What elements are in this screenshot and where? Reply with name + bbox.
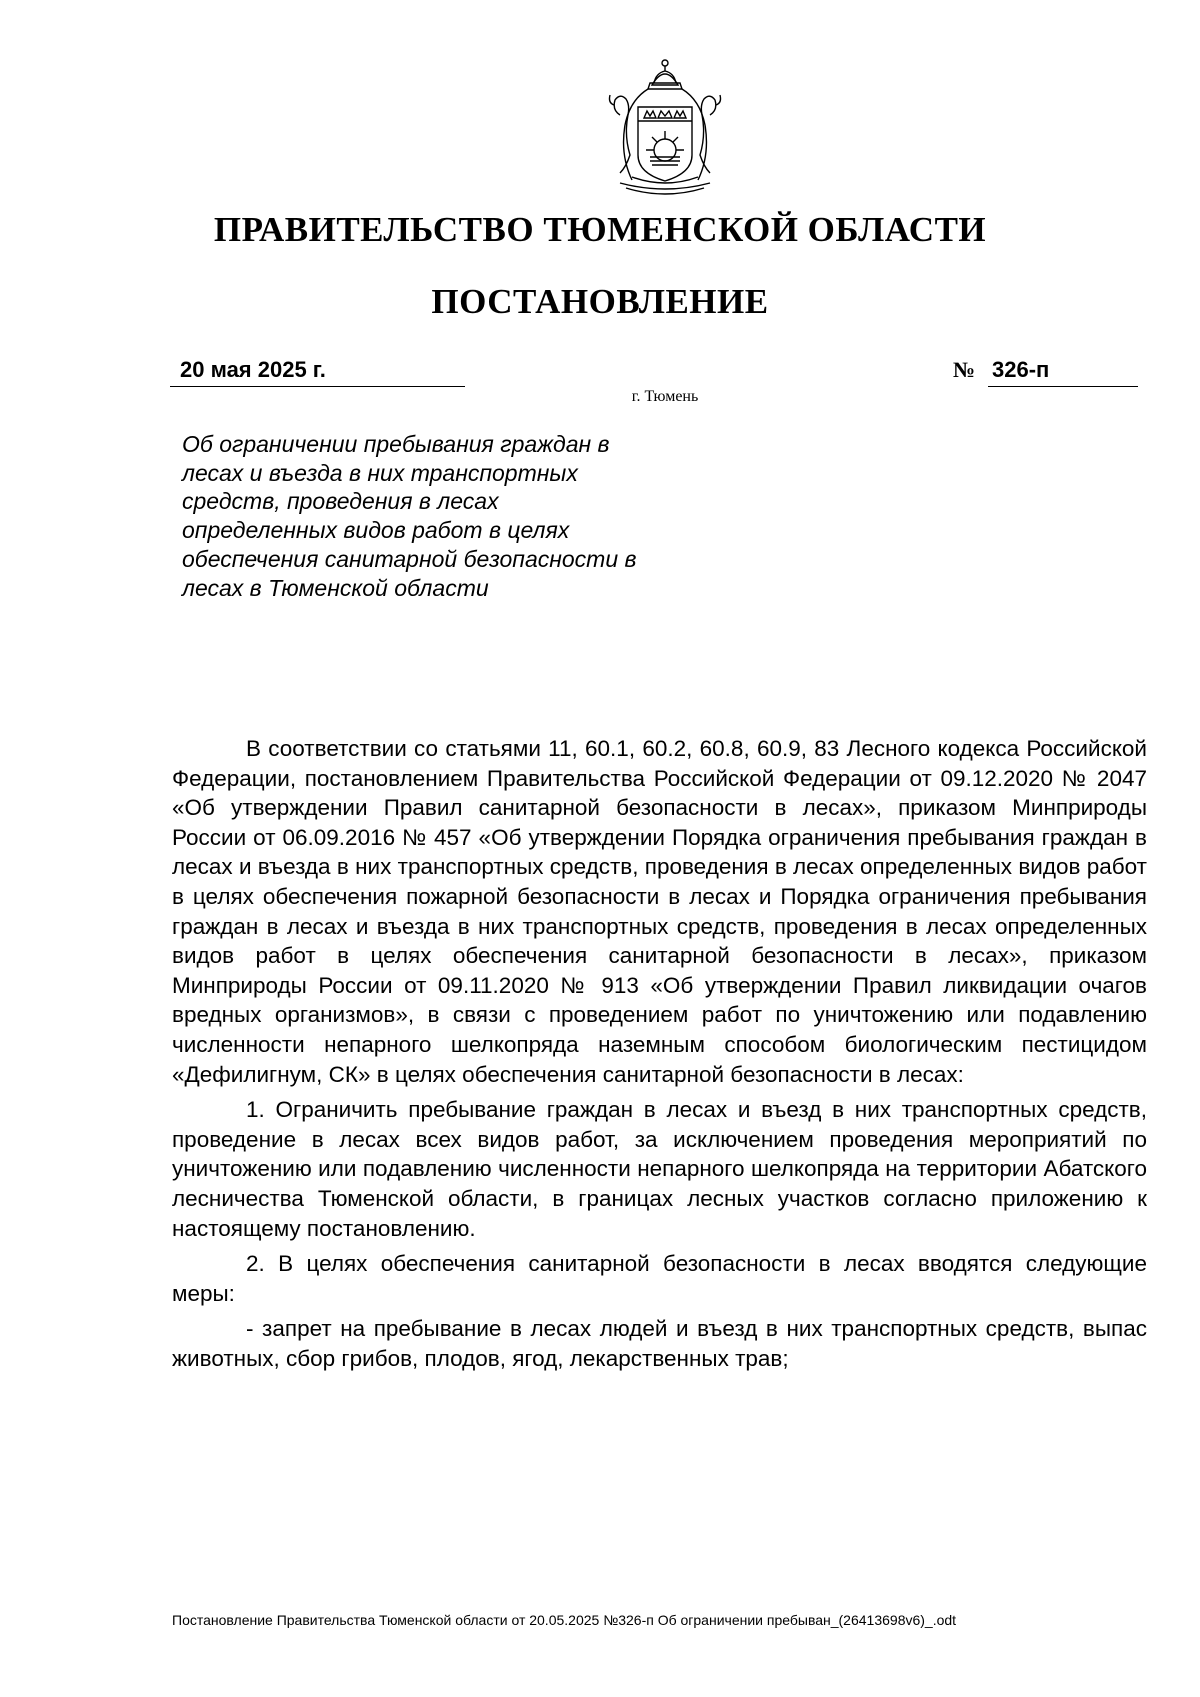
document-number-field — [988, 356, 1138, 387]
document-body — [172, 734, 1147, 1379]
number-sign: № — [953, 357, 976, 382]
document-date: 20 мая 2025 г. — [180, 357, 326, 382]
item-2-subitem-1: - запрет на пребывание в лесах людей и въезд в них транспортных средств, выпас животных, сбор грибов, плодов, ягод, лекарственных трав; — [172, 1316, 1147, 1371]
document-subject: Об ограничении пребывания граждан в лесах и въезда в них транспортных средств, проведения в лесах определенных видов работ в целях обеспечения санитарной безопасности в лесах в Тюменской области — [182, 431, 637, 601]
item-1-paragraph: 1. Ограничить пребывание граждан в лесах и въезд в них транспортных средств, проведение в лесах всех видов работ, за исключением проведения мероприятий по уничтожению или подавлению численности непарного шелкопряда на территории Абатского лесничества Тюменской области, в границах лесных участков согласно приложению к настоящему постановлению. — [172, 1097, 1147, 1241]
item-2-paragraph: 2. В целях обеспечения санитарной безопасности в лесах вводятся следующие меры: — [172, 1251, 1147, 1306]
organization-title: ПРАВИТЕЛЬСТВО ТЮМЕНСКОЙ ОБЛАСТИ — [213, 210, 987, 249]
preamble-paragraph: В соответствии со статьями 11, 60.1, 60.2, 60.8, 60.9, 83 Лесного кодекса Российской Федерации, постановлением Правительства Российской Федерации от 09.12.2020 № 2047 «Об утверждении Правил санитарной безопасности в лесах», приказом Минприроды России от 06.09.2016 № 457 «Об утверждении Порядка ограничения пребывания граждан в лесах и въезда в них транспортных средств, проведения в лесах определенных видов работ в целях обеспечения пожарной безопасности в лесах и Порядка ограничения пребывания граждан в лесах и въезда в них транспортных средств, проведения в лесах определенных видов работ в целях обеспечения санитарной безопасности в лесах», приказом Минприроды России от 09.11.2020 № 913 «Об утверждении Правил ликвидации очагов вредных организмов», в связи с проведением работ по уничтожению или подавлению численности непарного шелкопряда наземным способом биологическим пестицидом «Дефилигнум, СК» в целях обеспечения санитарной безопасности в лесах: — [172, 736, 1147, 1087]
page-footer: Постановление Правительства Тюменской области от 20.05.2025 №326-п Об ограничении пребыван_(26413698v6)_.odt — [172, 1612, 957, 1628]
document-date-field — [170, 356, 465, 387]
document-city: г. Тюмень — [631, 388, 699, 405]
coat-of-arms-icon — [590, 55, 740, 200]
document-type-title: ПОСТАНОВЛЕНИЕ — [431, 282, 769, 321]
document-number: 326-п — [992, 357, 1050, 382]
